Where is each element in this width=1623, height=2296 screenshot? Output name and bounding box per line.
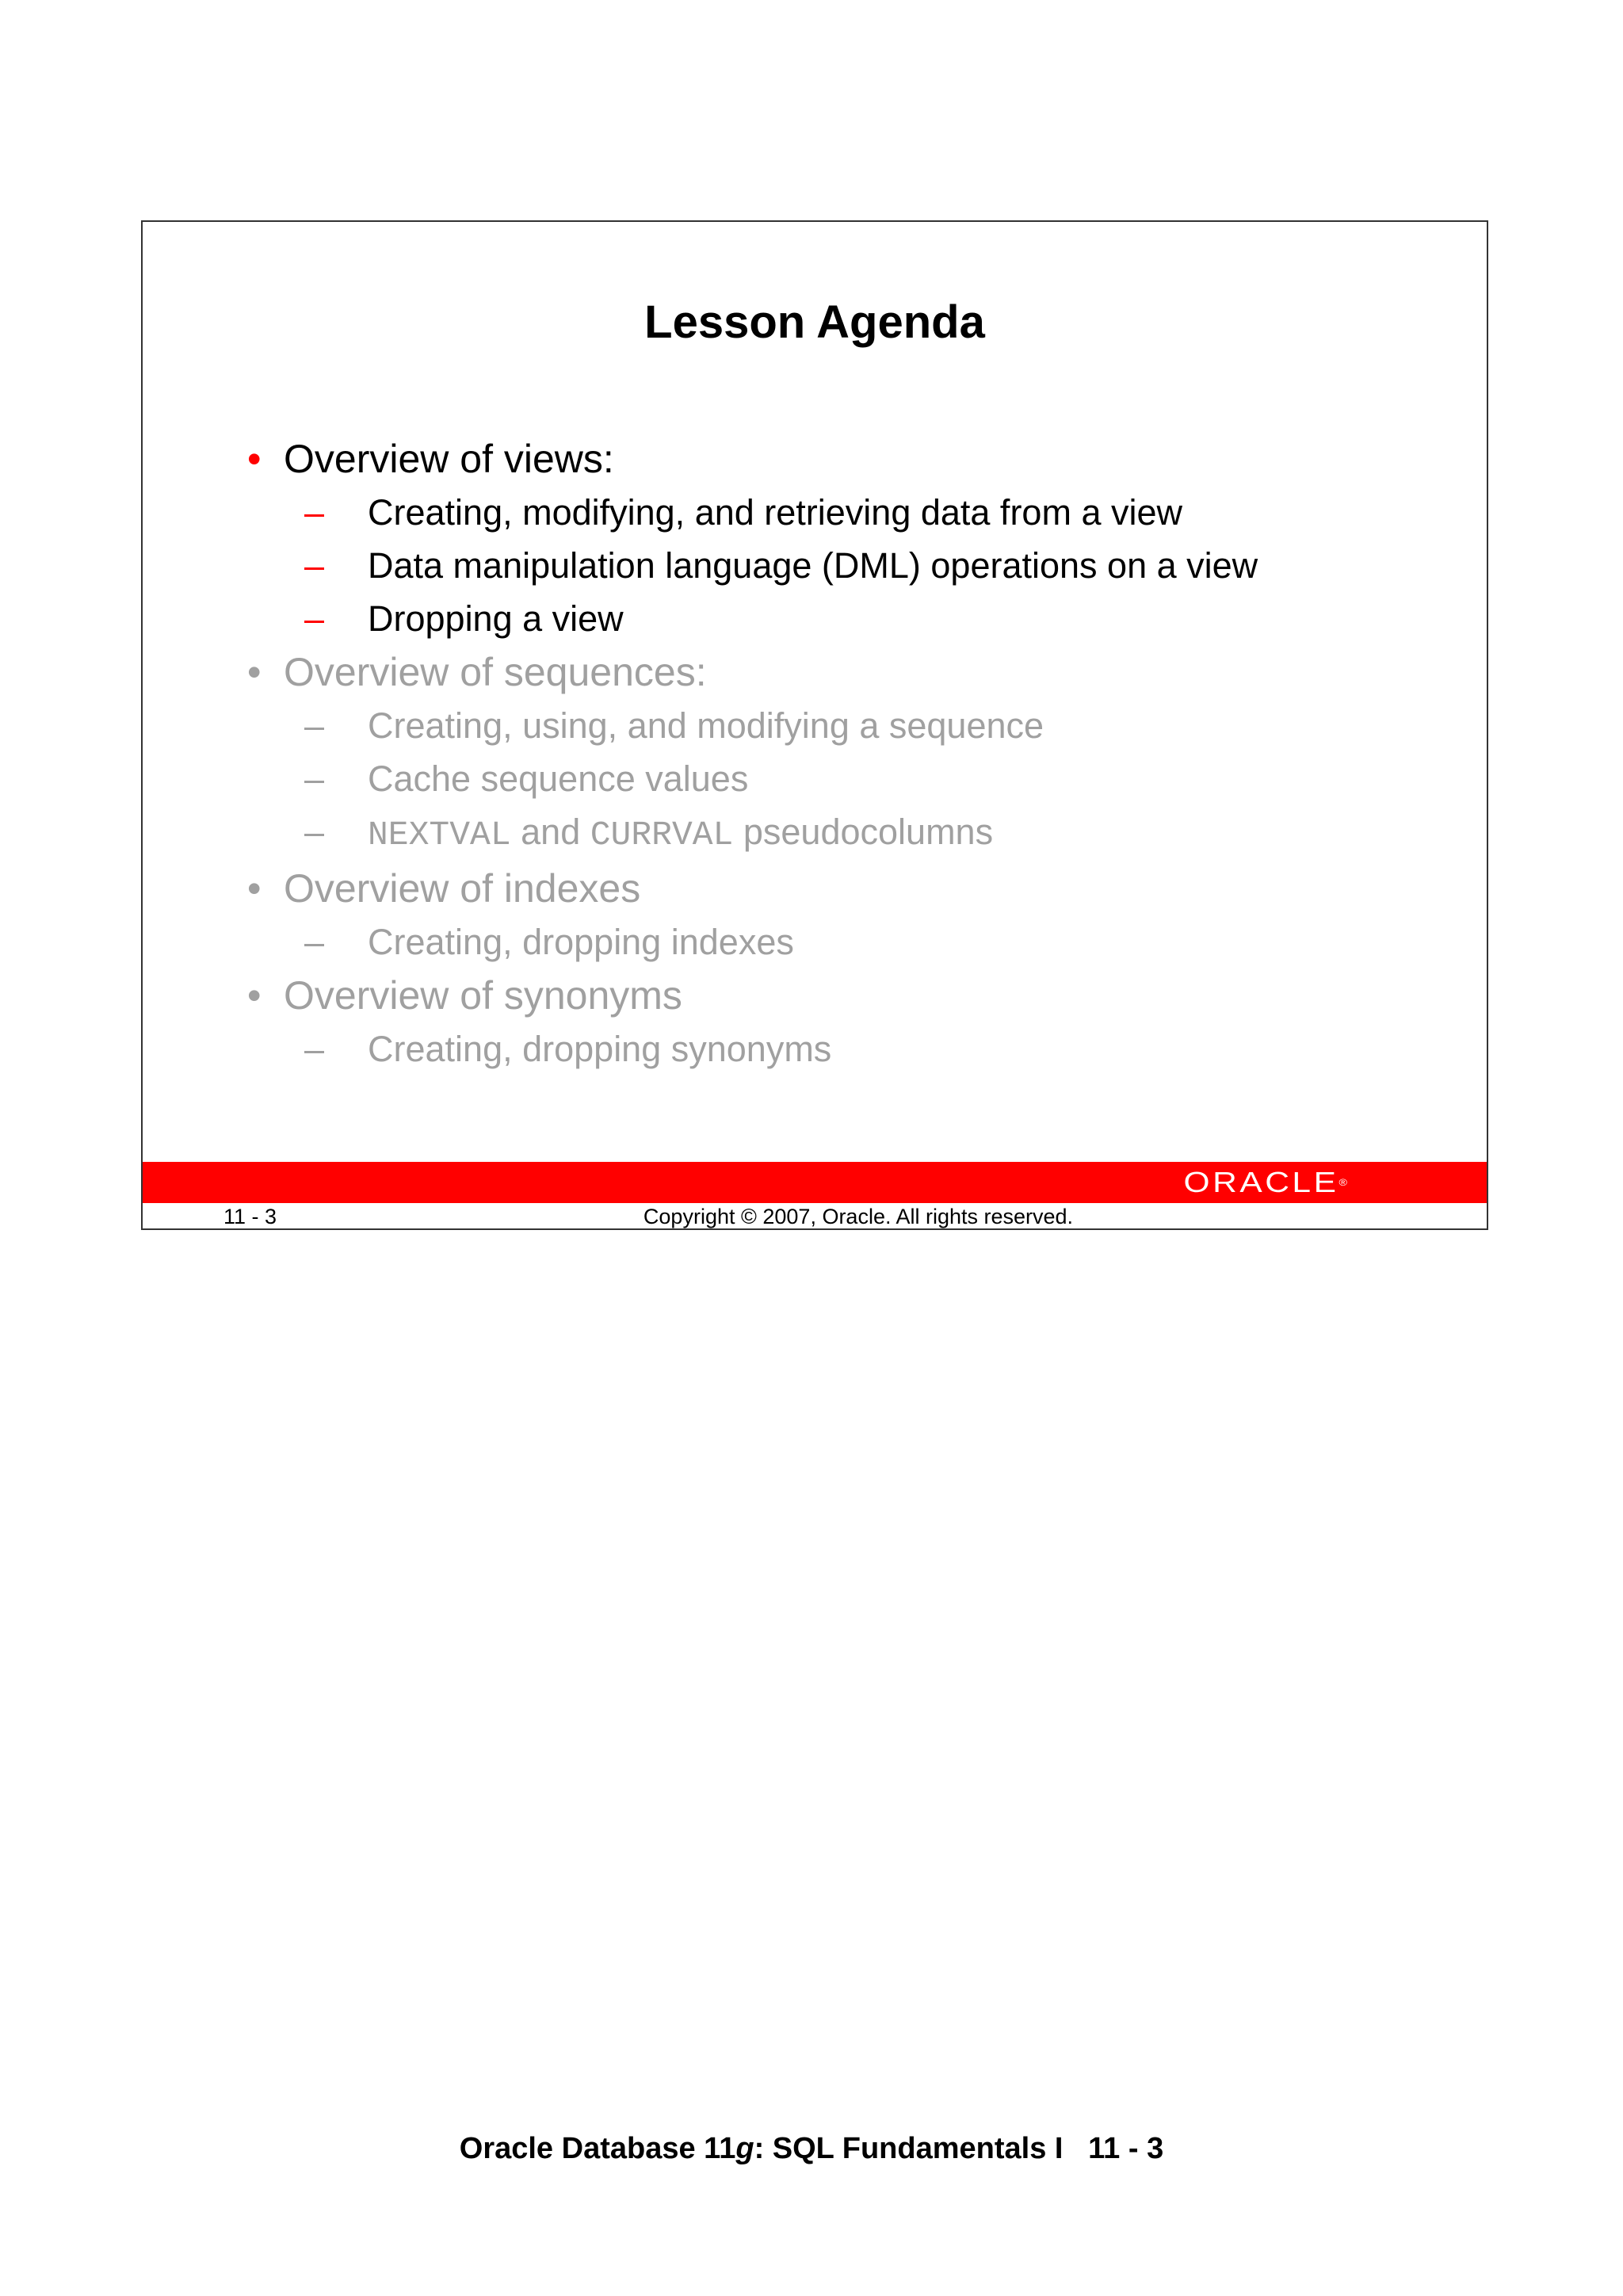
slide-number: 11 - 3 — [223, 1205, 277, 1228]
agenda-subitem-label: Cache sequence values — [368, 758, 749, 799]
pseudocolumn-joiner: and — [510, 812, 590, 852]
trademark-mark: ® — [1338, 1177, 1347, 1188]
dash-marker: – — [304, 705, 325, 746]
pseudocolumn-tail: pseudocolumns — [733, 812, 994, 852]
agenda-subitem — [247, 488, 1436, 537]
agenda-subitem-label: Creating, using, and modifying a sequence — [368, 705, 1044, 746]
dash-marker: – — [304, 598, 325, 639]
brand-bar — [143, 1162, 1487, 1203]
dash-marker: – — [304, 1029, 325, 1069]
agenda-subitem-label: Data manipulation language (DML) operations on a view — [368, 545, 1258, 586]
page-footer — [0, 2130, 1623, 2168]
bullet-marker: • — [247, 650, 262, 694]
agenda-subitem — [247, 701, 1436, 751]
dash-marker: – — [304, 758, 325, 799]
slide-title: Lesson Agenda — [644, 296, 985, 348]
agenda-item-label: Overview of indexes — [284, 866, 641, 911]
dash-marker: – — [304, 545, 325, 586]
agenda-subitem-label: Creating, dropping synonyms — [368, 1029, 832, 1069]
slide-frame — [141, 220, 1488, 1230]
agenda-list — [247, 434, 1436, 1078]
agenda-subitem-label: Dropping a view — [368, 598, 624, 639]
nextval-code: NEXTVAL — [368, 816, 511, 854]
copyright-notice: Copyright © 2007, Oracle. All rights reserved. — [643, 1205, 1074, 1228]
bullet-marker: • — [247, 437, 262, 481]
page-footer-suffix: : SQL Fundamentals I 11 - 3 — [754, 2132, 1164, 2165]
agenda-item-synonyms — [247, 971, 1436, 1020]
page-footer-italic: g — [735, 2132, 754, 2165]
dash-marker: – — [304, 812, 325, 852]
page-footer-prefix: Oracle Database 11 — [459, 2132, 736, 2165]
agenda-item-label: Overview of views: — [284, 437, 614, 481]
agenda-item-sequences — [247, 648, 1436, 697]
bullet-marker: • — [247, 973, 262, 1018]
oracle-logo-text: ORACLE — [1183, 1166, 1339, 1198]
agenda-item-indexes — [247, 864, 1436, 913]
agenda-item-label: Overview of synonyms — [284, 973, 682, 1018]
agenda-subitem — [247, 755, 1436, 804]
dash-marker: – — [304, 922, 325, 962]
agenda-subitem-pseudocolumns — [247, 808, 1436, 860]
dash-marker: – — [304, 492, 325, 533]
agenda-subitem — [247, 918, 1436, 967]
bullet-marker: • — [247, 866, 262, 911]
agenda-item-label: Overview of sequences: — [284, 650, 707, 694]
agenda-subitem — [247, 1025, 1436, 1074]
agenda-subitem — [247, 594, 1436, 644]
currval-code: CURRVAL — [590, 816, 734, 854]
agenda-item-views — [247, 434, 1436, 483]
agenda-subitem-label: Creating, modifying, and retrieving data from a view — [368, 492, 1182, 533]
slide-footer — [143, 1203, 1487, 1230]
agenda-subitem — [247, 541, 1436, 590]
agenda-subitem-label: Creating, dropping indexes — [368, 922, 794, 962]
oracle-logo — [1184, 1167, 1347, 1198]
